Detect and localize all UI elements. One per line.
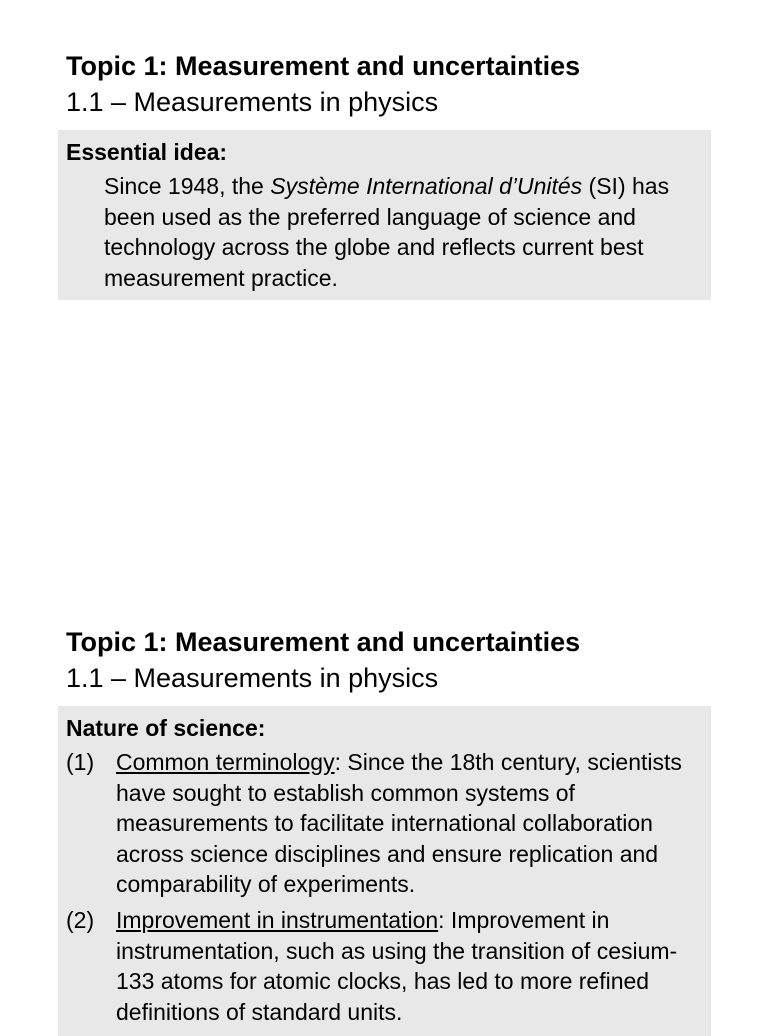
essential-idea-box <box>58 130 711 300</box>
essential-text-start: Since 1948, the <box>104 173 271 199</box>
nature-of-science-box <box>58 706 711 1036</box>
essential-idea-text <box>104 171 704 293</box>
list-item-term: Common terminology <box>116 749 335 775</box>
list-item-body <box>116 747 708 900</box>
list-item-body <box>116 905 708 1027</box>
list-item-number: (1) <box>66 749 95 775</box>
list-item-text: : Since the 18th century, scientists have sought to establish common systems of measurements to facilitate international collaboration across science disciplines and ensure replication and comparability of experiments. <box>116 749 682 897</box>
si-name: Système International d’Unités <box>270 173 583 199</box>
subtopic-title: 1.1 – Measurements in physics <box>66 87 439 117</box>
topic-title: Topic 1: Measurement and uncertainties <box>66 51 581 81</box>
topic-title: Topic 1: Measurement and uncertainties <box>66 627 581 657</box>
essential-idea-heading: Essential idea: <box>66 139 228 165</box>
essential-text-end: (SI) has been used as the preferred language of science and technology across the globe and reflects current best measurement practice. <box>104 173 670 291</box>
subtopic-title: 1.1 – Measurements in physics <box>66 663 439 693</box>
list-item-text: : Improvement in instrumentation, such as using the transition of cesium-133 atoms for atomic clocks, has led to more refined definitions of standard units. <box>116 907 678 1025</box>
nature-of-science-heading: Nature of science: <box>66 715 266 741</box>
list-item-number: (2) <box>66 907 95 933</box>
list-item-term: Improvement in instrumentation <box>116 907 439 933</box>
